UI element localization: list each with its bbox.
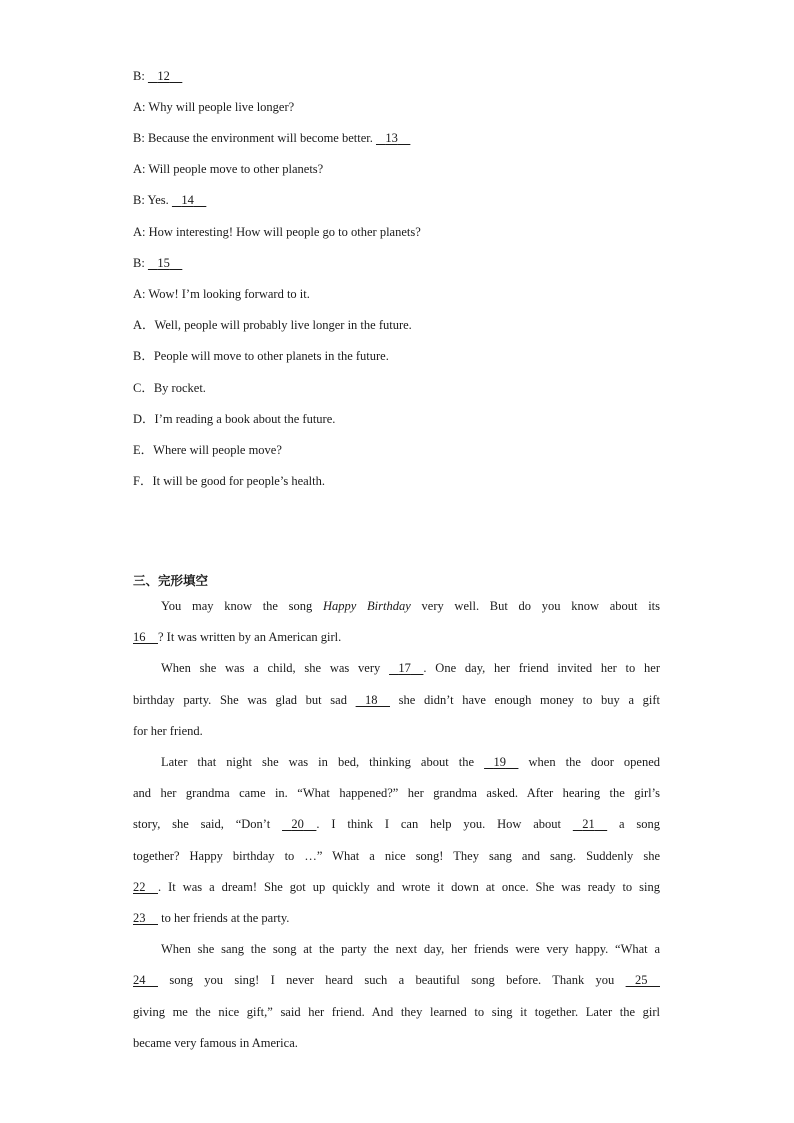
passage-line: Later that night she was in bed, thinking about the 19 when the door opened	[161, 755, 661, 769]
passage-line: giving me the nice gift,” said her friend. And they learned to sing it together. Later the girl	[133, 1005, 660, 1019]
answer-blank[interactable]: 23	[133, 911, 146, 925]
option-item[interactable]	[133, 442, 282, 458]
dialogue-text: Yes.	[147, 193, 169, 207]
option-text: It will be good for people’s health.	[152, 474, 325, 488]
answer-blank[interactable]: 18	[365, 693, 378, 707]
speaker: A:	[133, 100, 146, 114]
speaker: B:	[133, 193, 145, 207]
passage-line: together? Happy birthday to …” What a nice song! They sang and sang. Suddenly she	[133, 849, 660, 863]
answer-blank[interactable]: 25	[635, 973, 648, 987]
speaker: B:	[133, 131, 145, 145]
song-title: Happy Birthday	[323, 599, 411, 613]
speaker: A:	[133, 225, 146, 239]
passage-line: and her grandma came in. “What happened?” her grandma asked. After hearing the girl’s	[133, 786, 660, 800]
answer-blank[interactable]: 20	[291, 817, 304, 831]
option-item[interactable]	[133, 411, 335, 427]
speaker: B:	[133, 256, 145, 270]
passage-line: 16 ? It was written by an American girl.	[133, 630, 342, 644]
option-text: People will move to other planets in the future.	[153, 349, 389, 363]
dialogue-line	[133, 286, 310, 302]
dialogue-line	[133, 255, 182, 271]
option-letter: B．	[133, 349, 154, 363]
dialogue-text: Wow! I’m looking forward to it.	[148, 287, 310, 301]
passage-line: 22 . It was a dream! She got up quickly and wrote it down at once. She was ready to sing	[133, 880, 660, 894]
answer-blank[interactable]: 24	[133, 973, 146, 987]
option-text: Well, people will probably live longer in the future.	[154, 318, 412, 332]
dialogue-line	[133, 192, 206, 208]
option-letter: A．	[133, 318, 155, 332]
answer-blank[interactable]: 17	[398, 661, 411, 675]
option-letter: E．	[133, 443, 154, 457]
option-item[interactable]	[133, 348, 389, 364]
dialogue-text: How interesting! How will people go to other planets?	[148, 225, 421, 239]
dialogue-text: Because the environment will become better.	[147, 131, 373, 145]
option-letter: F．	[133, 474, 153, 488]
dialogue-text: Why will people live longer?	[148, 100, 295, 114]
option-item[interactable]	[133, 380, 206, 396]
speaker: B:	[133, 69, 145, 83]
passage-line: You may know the song Happy Birthday very well. But do you know about its	[161, 599, 661, 613]
dialogue-line	[133, 99, 294, 115]
passage-line: When she was a child, she was very 17 . One day, her friend invited her to her	[161, 661, 661, 675]
option-item[interactable]	[133, 473, 325, 489]
option-text: I’m reading a book about the future.	[154, 412, 336, 426]
option-letter: C．	[133, 381, 154, 395]
passage-line: 23 to her friends at the party.	[133, 911, 290, 925]
passage-line: for her friend.	[133, 724, 203, 738]
option-item[interactable]	[133, 317, 412, 333]
answer-blank[interactable]: 19	[493, 755, 506, 769]
passage-line: became very famous in America.	[133, 1036, 298, 1050]
option-letter: D．	[133, 412, 155, 426]
passage-line: birthday party. She was glad but sad 18 she didn’t have enough money to buy a gift	[133, 693, 661, 707]
answer-blank[interactable]: 12	[157, 69, 170, 83]
passage-line: story, she said, “Don’t 20 . I think I can help you. How about 21 a song	[133, 817, 661, 831]
answer-blank[interactable]: 16	[133, 630, 146, 644]
passage-line: 24 song you sing! I never heard such a beautiful song before. Thank you 25	[133, 972, 660, 988]
answer-blank[interactable]: 22	[133, 880, 146, 894]
answer-blank[interactable]: 14	[181, 193, 194, 207]
dialogue-text: Will people move to other planets?	[148, 162, 324, 176]
speaker: A:	[133, 287, 146, 301]
dialogue-line	[133, 161, 323, 177]
option-text: By rocket.	[153, 381, 206, 395]
dialogue-line	[133, 224, 421, 240]
dialogue-line	[133, 68, 182, 84]
answer-blank[interactable]: 21	[582, 817, 595, 831]
answer-blank[interactable]: 13	[385, 131, 398, 145]
speaker: A:	[133, 162, 146, 176]
answer-blank[interactable]: 15	[157, 256, 170, 270]
section-heading: 三、完形填空	[133, 573, 209, 588]
option-text: Where will people move?	[153, 443, 282, 457]
dialogue-line	[133, 130, 410, 146]
passage-line: When she sang the song at the party the next day, her friends were very happy. “What a	[161, 942, 660, 956]
